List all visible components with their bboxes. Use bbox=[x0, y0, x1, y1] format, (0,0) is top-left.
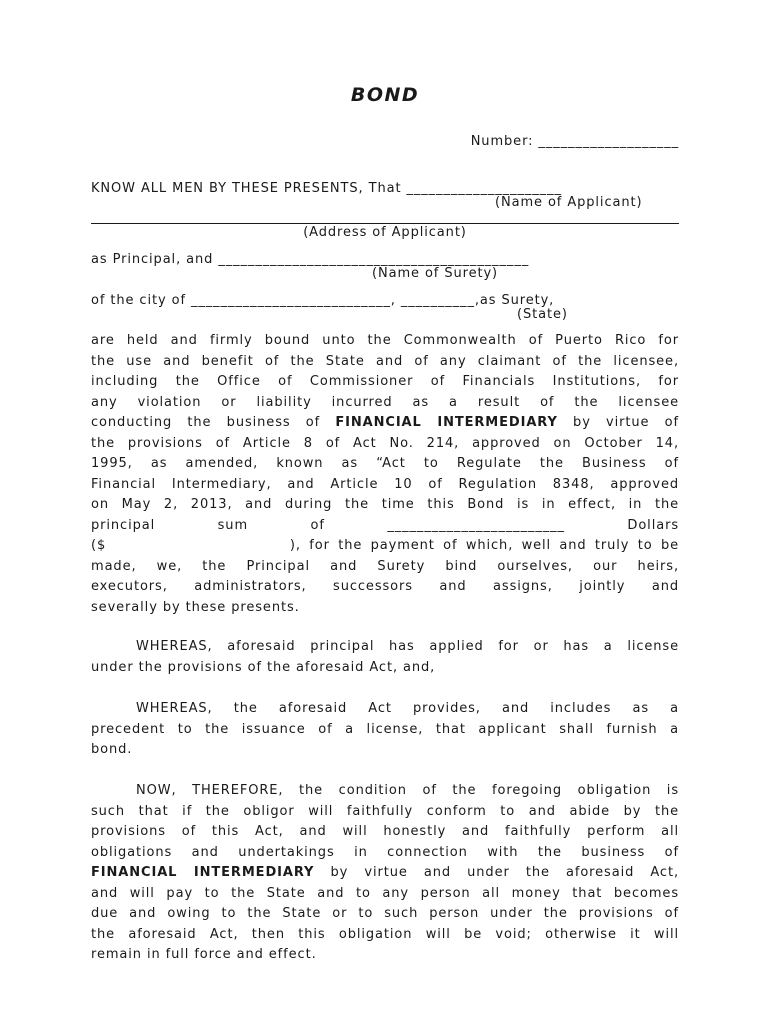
know-all-line: KNOW ALL MEN BY THESE PRESENTS, That _____________________ bbox=[91, 181, 562, 196]
text-line: are held and firmly bound unto the Commonwealth of Puerto Rico for bbox=[91, 333, 679, 348]
text-line: any violation or liability incurred as a result of the licensee bbox=[91, 394, 679, 410]
text-line: on May 2, 2013, and during the time this Bond is in effect, in the bbox=[91, 497, 679, 512]
text-line bbox=[91, 863, 679, 884]
paragraph-whereas-license bbox=[91, 637, 679, 678]
principal-sum-line: principal sum of ________________________ Dollars bbox=[91, 517, 679, 533]
text-line: obligations and undertakings in connection with the business of bbox=[91, 844, 679, 860]
address-underline bbox=[91, 223, 679, 224]
text-line: the use and benefit of the State and of any claimant of the licensee, bbox=[91, 353, 679, 369]
financial-intermediary-bold: FINANCIAL INTERMEDIARY bbox=[335, 415, 558, 430]
paragraph-whereas-bond bbox=[91, 699, 679, 761]
bond-number-field: Number: ___________________ bbox=[470, 134, 679, 149]
text-line: due and owing to the State or to such person under the provisions of bbox=[91, 906, 679, 921]
text-line: 1995, as amended, known as “Act to Regulate the Business of bbox=[91, 456, 679, 471]
paragraph-bound bbox=[91, 331, 679, 618]
name-of-surety-caption: (Name of Surety) bbox=[372, 266, 499, 281]
text-line: such that if the obligor will faithfully conform to and abide by the bbox=[91, 803, 679, 819]
dollar-amount-line: ($ ), for the payment of which, well and truly to be bbox=[91, 538, 679, 553]
text-line: WHEREAS, aforesaid principal has applied for or has a license bbox=[136, 639, 679, 654]
text-line: the aforesaid Act, then this obligation will be void; otherwise it will bbox=[91, 926, 679, 942]
text-line: the provisions of Article 8 of Act No. 214, approved on October 14, bbox=[91, 435, 679, 451]
text-line: made, we, the Principal and Surety bind ourselves, our heirs, bbox=[91, 558, 679, 574]
document-title: BOND bbox=[350, 84, 420, 106]
text-fragment: by virtue of bbox=[557, 415, 679, 430]
text-line bbox=[91, 413, 679, 434]
text-line: severally by these presents. bbox=[91, 599, 300, 615]
text-line: executors, administrators, successors and assigns, jointly and bbox=[91, 579, 679, 594]
paragraph-now-therefore bbox=[91, 781, 679, 966]
text-line: remain in full force and effect. bbox=[91, 947, 317, 962]
address-of-applicant-caption: (Address of Applicant) bbox=[303, 225, 467, 240]
text-fragment: conducting the business of bbox=[91, 415, 336, 430]
text-line: and will pay to the State and to any person all money that becomes bbox=[91, 885, 679, 901]
text-line: bond. bbox=[91, 742, 133, 757]
text-line: precedent to the issuance of a license, that applicant shall furnish a bbox=[91, 721, 679, 737]
text-line: Financial Intermediary, and Article 10 of Regulation 8348, approved bbox=[91, 476, 679, 492]
city-line: of the city of ___________________________, __________,as Surety, bbox=[91, 293, 555, 308]
text-fragment: by virtue and under the aforesaid Act, bbox=[314, 865, 679, 880]
financial-intermediary-bold: FINANCIAL INTERMEDIARY bbox=[91, 865, 315, 880]
state-caption: (State) bbox=[517, 307, 568, 322]
text-line: NOW, THEREFORE, the condition of the foregoing obligation is bbox=[136, 783, 679, 798]
text-line: WHEREAS, the aforesaid Act provides, and includes as a bbox=[136, 701, 679, 716]
as-principal-line: as Principal, and __________________________________________ bbox=[91, 252, 530, 267]
text-line: under the provisions of the aforesaid Act, and, bbox=[91, 659, 436, 675]
text-line: including the Office of Commissioner of Financials Institutions, for bbox=[91, 374, 679, 389]
name-of-applicant-caption: (Name of Applicant) bbox=[495, 195, 643, 210]
text-line: provisions of this Act, and will honestly and faithfully perform all bbox=[91, 824, 679, 839]
